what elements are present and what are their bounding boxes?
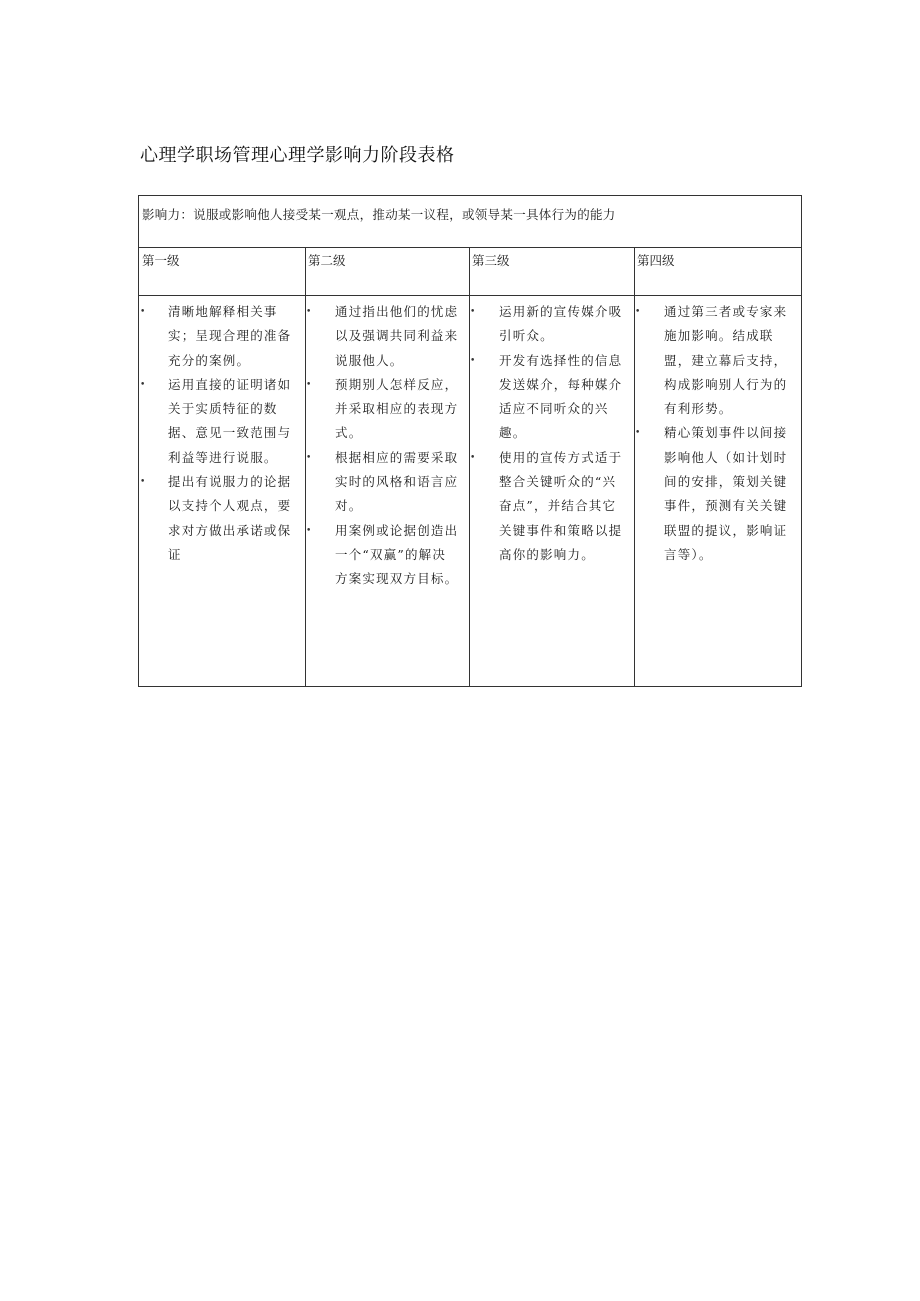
bullet-icon: • xyxy=(635,307,642,317)
bullet-icon: • xyxy=(140,379,147,390)
list-item: • 清晰地解释相关事 实；呈现合理的准备 充分的案例。 xyxy=(140,300,305,373)
level-2-list xyxy=(306,300,469,592)
bullet-icon: • xyxy=(140,477,147,488)
bullet-icon: • xyxy=(470,452,477,463)
level-2-header: 第二级 xyxy=(308,253,346,268)
list-item: • 使用的宣传方式适于 整合关键听众的“兴 奋点”，并结合其它 关键事件和策略以提 高你的影响力。 xyxy=(470,446,634,567)
list-item: • 运用新的宣传媒介吸 引听众。 xyxy=(470,300,634,349)
list-item: • 根据相应的需要采取 实时的风格和语言应 对。 xyxy=(306,446,469,519)
level-3-list xyxy=(470,300,634,567)
list-item: • 预期别人怎样反应， 并采取相应的表现方 式。 xyxy=(306,373,469,446)
level-1-list xyxy=(140,300,305,567)
list-item: • 通过指出他们的忧虑 以及强调共同利益来 说服他人。 xyxy=(306,300,469,373)
list-item: • 开发有选择性的信息 发送媒介，每种媒介 适应不同听众的兴 趣。 xyxy=(470,349,634,446)
bullet-icon: • xyxy=(306,307,313,317)
header-divider xyxy=(139,295,801,296)
bullet-icon: • xyxy=(635,428,642,439)
level-4-header: 第四级 xyxy=(637,253,675,268)
list-item: • 运用直接的证明诸如 关于实质特征的数 据、意见一致范围与 利益等进行说服。 xyxy=(140,373,305,470)
bullet-icon: • xyxy=(470,355,477,366)
bullet-icon: • xyxy=(470,307,477,317)
list-item: • 精心策划事件以间接 影响他人（如计划时 间的安排，策划关键 事件，预测有关关键 联盟的提议，影响证 言等）。 xyxy=(635,421,801,567)
list-item: • 通过第三者或专家来 施加影响。结成联 盟，建立幕后支持， 构成影响别人行为的 有利形势。 xyxy=(635,300,801,421)
bullet-icon: • xyxy=(140,307,147,317)
level-3-header: 第三级 xyxy=(472,253,510,268)
influence-definition: 影响力：说服或影响他人接受某一观点，推动某一议程，或领导某一具体行为的能力 xyxy=(139,196,801,248)
bullet-icon: • xyxy=(306,379,313,390)
bullet-icon: • xyxy=(306,525,313,536)
level-4-list xyxy=(635,300,801,567)
level-1-header: 第一级 xyxy=(142,253,180,268)
bullet-icon: • xyxy=(306,452,313,463)
document-title: 心理学职场管理心理学影响力阶段表格 xyxy=(140,145,455,166)
influence-stage-table xyxy=(138,195,802,687)
list-item: • 提出有说服力的论据 以支持个人观点，要 求对方做出承诺或保 证 xyxy=(140,470,305,567)
list-item: • 用案例或论据创造出 一个“双赢”的解决 方案实现双方目标。 xyxy=(306,519,469,592)
